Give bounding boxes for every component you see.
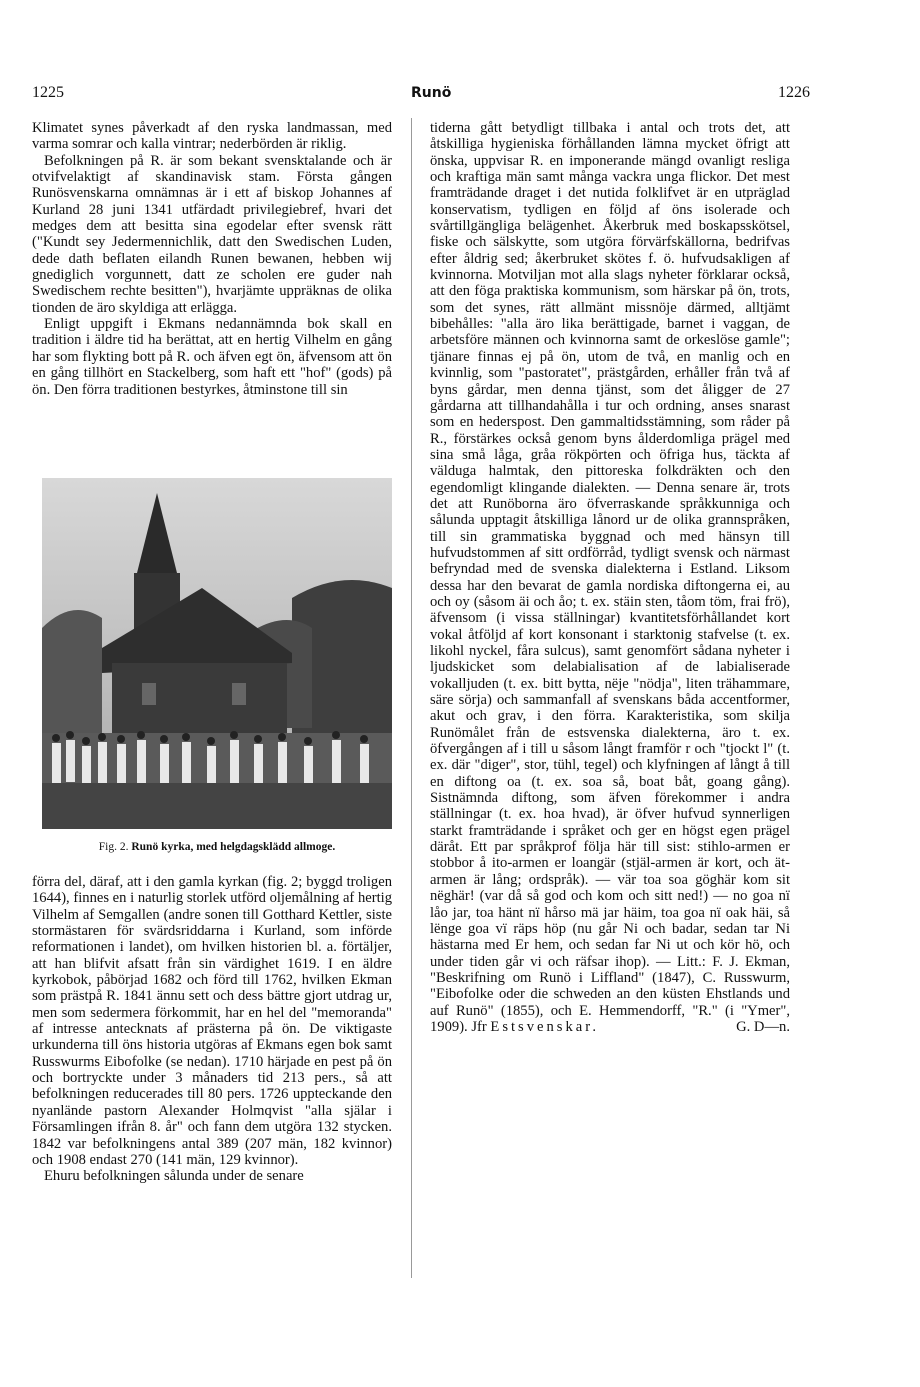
paragraph-population: Befolkningen på R. är som bekant svensktalande och är otvifvelaktigt af skandinavisk stam. Första gången Runösvenskarna omnämnas är i ett af biskop Johannes af Kurland 28 juni 1341 utfärdadt privilegiebref, hvari det medges dem att besitta sina egodelar efter svensk rätt ("Kundt sey Jedermennichlik, datt den Swedischen Luden, dede dath beflaten eilandh Runen bewanen, hebben wij gnediglich vorgunnett, datt ze scholen ere guder nah Swedischem rechte besitten"), hvarjämte uppräknas de olika tionden de äro skyldiga att erlägga. [32, 152, 392, 316]
church-photo [42, 478, 392, 829]
page-number-left: 1225 [32, 84, 64, 101]
folklife-text: tiderna gått betydligt tillbaka i antal och trots det, att åtskilliga hygieniska förhållanden lämna mycket öfrigt att önska, uppvisar R. en imponerande mängd ovanligt resliga och kraftiga män samt många vackra unga flickor. Det mest framträdande draget i det nutida folklifvet är en utpräglad konservatism, tydligen en följd af öns isolerade och svårtillgängliga belägenhet. Åkerbruk med boskapsskötsel, fiske och sälskytte, som utgöra förvärfskällorna, bedrifvas efter åldrig sed; åkerbruket skötes f. ö. hufvudsakligen af kvinnorna. Motviljan mot alla slags nyheter förklarar också, att den föga praktiska kommunism, som härskar på ön, trots, som det synes, rätt allmänt missnöje därmed, alltjämt bibehålles: "alla äro lika berättigade, barnet i vaggan, de arbetsföre männen och kvinnorna samt de orkeslöse gamle"; tjänare finnas ej på ön, utom de två, en manlig och en kvinnlig, som "pastoratet", prästgården, erhåller från två af byns gårdar, men denna tjänst, som det åligger de 27 gårdarna att tillhandahålla i tur och ordning, anses snarast som en hederspost. Den gammaltidsstämning, som råder på R., förstärkes också genom byns ålderdomliga prägel med sina små låga, gråa rökpörten och öfriga hus, täckta af välduga halmtak, den pittoreska folkdräkten och den egendomligt klingande dialekten. — Denna senare är, trots det att Runöborna äro öfverraskande språkkunniga och sålunda upptagit åtskilliga lånord ur de olika grannspråken, till sin grammatiska byggnad och med hänsyn till hufvudstommen af sitt ordförråd, tydligt svensk och närmast befryndad med de svenska dialekterna i Estland. Liksom dessa har den bevarat de gamla nordiska diftongerna ei, au och oy (såsom äi och åo; t. ex. stäin sten, tåom töm, frai frö), äfvensom (i vissa ställningar) kvantitetsförhållandet kort vokal åtföljd af kort konsonant i starktonig stafvelse (t. ex. likohl nyckel, fåra sulcus), samt genomfört sådana nyheter i ljudskicket som delabialisation af de labialiserade vokalljuden (t. ex. bitt bytta, nëje "nödja", liten trähammare, säre sörja) och sammanfall af svenskans båda accentformer, akut och grav, i den förra. Karakteristika, som skilja Runömålet från de estsvenska dialekterna, äro t. ex. öfvergången af i till u såsom långt framför r och "tjockt l" (t. ex. där "diger", stor, tühl, tegel) och klyfningen af långt å till en diftong oa (t. ex. soa så, boat båt, goang gång). Sistnämnda diftong, som äfven förekommer i andra ställningar (t. ex. hoa hvad), är öfver hufvud synnerligen starkt framträdande i språket och ger en högst egen prägel däråt. Ett par språkprof följa här till sist: stihlo-armen er stobbor å ito-armen er loangär (stjäl-armen är kort, och ät-armen är lång; ordspråk). — vär toa soa göghär kom sit nëghär! (var då så god och kom och sitt ned!) — no goa nï låo jar, toa hänt nï hårso mä jar häim, toa goa nï oak häi, så lënge goa vï räps höp (nu går Ni och badar, sedan tar Ni hästarna med Er hem, och sedan far Ni ut och kör hö, och under tiden går vi och räfsar ihop). — Litt.: F. J. Ekman, "Beskrifning om Runö i Liffland" (1847), C. Russwurm, "Eibofolke oder die schweden an den küsten Ehstlands und auf Runö" (1855), och E. Hemmendorff, "R." (i "Ymer", 1909). Jfr [430, 120, 790, 1035]
church-illustration [42, 478, 392, 829]
paragraph-tradition: Enligt uppgift i Ekmans nedannämnda bok skall en tradition i äldre tid ha berättat, att en hertig Vilhelm en gång har som flykting bott på R. och äfven egt ön, äfvensom att ön en gång tillhört en Stackelberg, som haft ett "hof" (gods) på ön. Den förra traditionen bestyrkes, åtminstone till sin [32, 316, 392, 398]
right-column [430, 120, 790, 1035]
paragraph-folklife [430, 120, 790, 1035]
paragraph-church: förra del, däraf, att i den gamla kyrkan (fig. 2; byggd troligen 1644), finnes en i naturlig storlek utförd oljemålning af hertig Vilhelm af Semgallen (andre sonen till Gotthard Kettler, siste stormästaren för svärdsriddarna i Kurland, som införde reformationen i landet), om hvilken historien bl. a. förtäljer, att han blifvit afsatt från sin värdighet 1619. I en äldre kyrkobok, påbörjad 1682 och förd till 1762, hvilken Ekman som prästpå R. 1841 ännu sett och dess bättre gjort utdrag ur, men som sedermera förkommit, har en hel del "memoranda" af intresse antecknats af prästerna på ön. De viktigaste urkunderna till öns historia utgöras af Ekmans egen bok samt Russwurms Eibofolke (se nedan). 1710 härjade en pest på ön och bortryckte under 3 månaders tid 213 pers., så att befolkningen reducerades till 80 pers. 1726 uppteckande den nyanlände pastorn Alexander Holmqvist "alla själar i Församlingen ifrån 8. år" och fann dem utgöra 132 stycken. 1842 var befolkningens antal 389 (207 män, 182 kvinnor) och 1908 endast 270 (141 män, 129 kvinnor). [32, 874, 392, 1168]
figure-number: Fig. 2. [98, 841, 129, 853]
paragraph-decline: Ehuru befolkningen sålunda under de senare [44, 1168, 304, 1185]
figure-caption [42, 841, 392, 853]
left-column-top [32, 120, 392, 398]
cross-reference: Estsvenskar. [490, 1018, 599, 1035]
author-signature: G. D—n. [736, 1018, 790, 1035]
running-title: Runö [411, 85, 452, 101]
column-divider [411, 118, 412, 1278]
left-column-bottom [32, 874, 392, 1185]
page-header [0, 84, 920, 106]
paragraph-climate: Klimatet synes påverkadt af den ryska landmassan, med varma somrar och kalla vintrar; nederbörden är riklig. [32, 120, 392, 153]
page-number-right: 1226 [778, 84, 810, 101]
figure-caption-text: Runö kyrka, med helgdagsklädd allmoge. [131, 841, 336, 853]
